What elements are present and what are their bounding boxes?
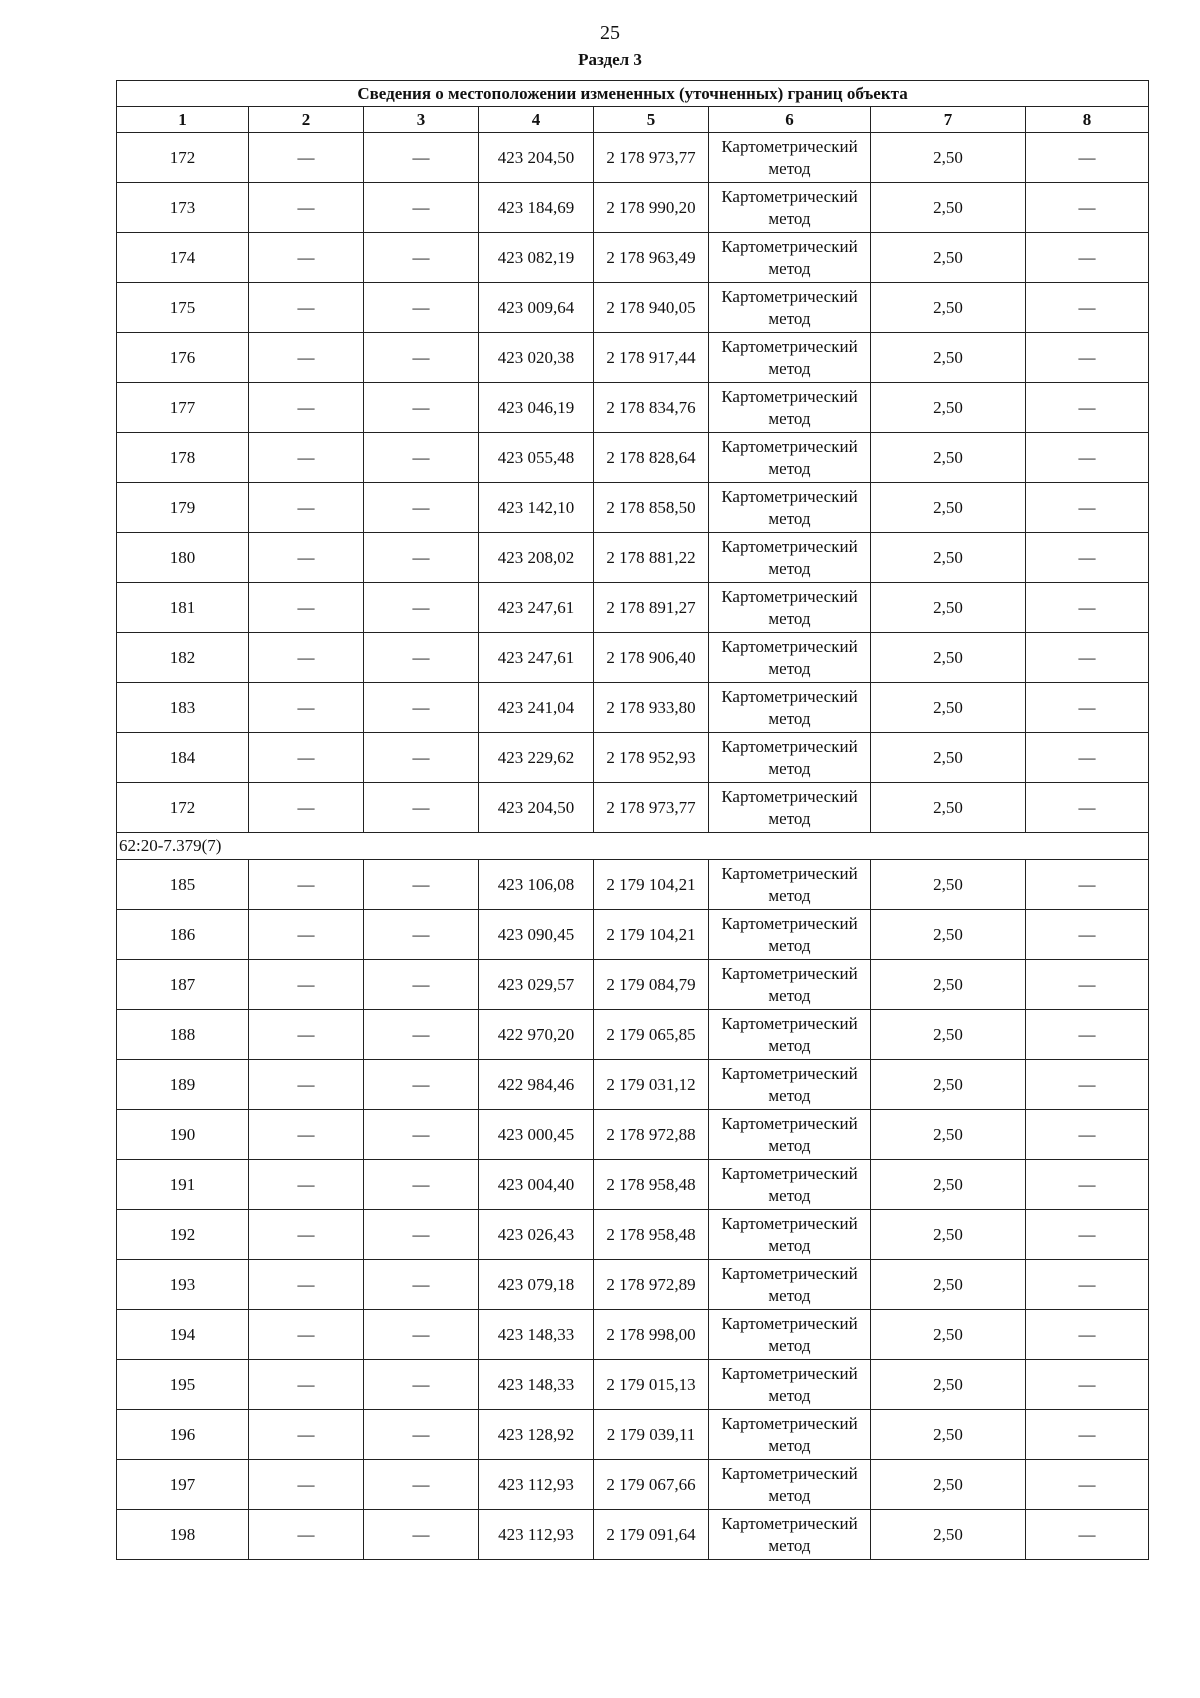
method-cell: Картометрический метод bbox=[709, 1360, 871, 1410]
col-2-cell: — bbox=[249, 1110, 364, 1160]
col-8-cell: — bbox=[1026, 1010, 1149, 1060]
point-number-cell: 194 bbox=[117, 1310, 249, 1360]
col-8-cell: — bbox=[1026, 783, 1149, 833]
point-number-cell: 191 bbox=[117, 1160, 249, 1210]
coord-y-cell: 2 178 952,93 bbox=[594, 733, 709, 783]
col-8-cell: — bbox=[1026, 283, 1149, 333]
coord-y-cell: 2 178 891,27 bbox=[594, 583, 709, 633]
method-cell: Картометрический метод bbox=[709, 633, 871, 683]
method-cell: Картометрический метод bbox=[709, 1010, 871, 1060]
col-8-cell: — bbox=[1026, 1260, 1149, 1310]
precision-cell: 2,50 bbox=[871, 1110, 1026, 1160]
coord-x-cell: 423 204,50 bbox=[479, 783, 594, 833]
col-8-cell: — bbox=[1026, 960, 1149, 1010]
col-8-cell: — bbox=[1026, 1460, 1149, 1510]
precision-cell: 2,50 bbox=[871, 683, 1026, 733]
col-2-cell: — bbox=[249, 1060, 364, 1110]
coord-y-cell: 2 178 998,00 bbox=[594, 1310, 709, 1360]
method-cell: Картометрический метод bbox=[709, 433, 871, 483]
method-cell: Картометрический метод bbox=[709, 1260, 871, 1310]
table-body bbox=[117, 133, 1149, 1560]
precision-cell: 2,50 bbox=[871, 783, 1026, 833]
coord-x-cell: 423 009,64 bbox=[479, 283, 594, 333]
coord-y-cell: 2 178 972,88 bbox=[594, 1110, 709, 1160]
table-row bbox=[117, 733, 1149, 783]
precision-cell: 2,50 bbox=[871, 133, 1026, 183]
col-2-cell: — bbox=[249, 860, 364, 910]
col-8-cell: — bbox=[1026, 533, 1149, 583]
coord-y-cell: 2 178 834,76 bbox=[594, 383, 709, 433]
precision-cell: 2,50 bbox=[871, 1460, 1026, 1510]
coord-y-cell: 2 178 958,48 bbox=[594, 1210, 709, 1260]
col-8-cell: — bbox=[1026, 910, 1149, 960]
col-2-cell: — bbox=[249, 1260, 364, 1310]
precision-cell: 2,50 bbox=[871, 333, 1026, 383]
table-row bbox=[117, 683, 1149, 733]
coord-x-cell: 423 055,48 bbox=[479, 433, 594, 483]
col-8-cell: — bbox=[1026, 433, 1149, 483]
point-number-cell: 195 bbox=[117, 1360, 249, 1410]
col-3-cell: — bbox=[364, 333, 479, 383]
method-cell: Картометрический метод bbox=[709, 533, 871, 583]
point-number-cell: 181 bbox=[117, 583, 249, 633]
table-row bbox=[117, 1160, 1149, 1210]
column-number-4: 4 bbox=[479, 107, 594, 133]
col-3-cell: — bbox=[364, 1110, 479, 1160]
col-8-cell: — bbox=[1026, 483, 1149, 533]
col-8-cell: — bbox=[1026, 1060, 1149, 1110]
precision-cell: 2,50 bbox=[871, 1310, 1026, 1360]
method-cell: Картометрический метод bbox=[709, 1160, 871, 1210]
coord-x-cell: 423 229,62 bbox=[479, 733, 594, 783]
coord-x-cell: 423 148,33 bbox=[479, 1360, 594, 1410]
table-row bbox=[117, 783, 1149, 833]
coord-x-cell: 422 970,20 bbox=[479, 1010, 594, 1060]
method-cell: Картометрический метод bbox=[709, 183, 871, 233]
precision-cell: 2,50 bbox=[871, 960, 1026, 1010]
table-row bbox=[117, 1460, 1149, 1510]
coord-y-cell: 2 179 067,66 bbox=[594, 1460, 709, 1510]
col-2-cell: — bbox=[249, 960, 364, 1010]
table-row bbox=[117, 133, 1149, 183]
col-3-cell: — bbox=[364, 733, 479, 783]
precision-cell: 2,50 bbox=[871, 1210, 1026, 1260]
col-8-cell: — bbox=[1026, 133, 1149, 183]
coord-x-cell: 423 029,57 bbox=[479, 960, 594, 1010]
col-2-cell: — bbox=[249, 1460, 364, 1510]
col-3-cell: — bbox=[364, 233, 479, 283]
point-number-cell: 188 bbox=[117, 1010, 249, 1060]
coord-x-cell: 423 082,19 bbox=[479, 233, 594, 283]
col-3-cell: — bbox=[364, 633, 479, 683]
col-2-cell: — bbox=[249, 1010, 364, 1060]
table-row bbox=[117, 1060, 1149, 1110]
table-row bbox=[117, 1210, 1149, 1260]
col-2-cell: — bbox=[249, 383, 364, 433]
precision-cell: 2,50 bbox=[871, 910, 1026, 960]
col-8-cell: — bbox=[1026, 233, 1149, 283]
point-number-cell: 184 bbox=[117, 733, 249, 783]
col-2-cell: — bbox=[249, 783, 364, 833]
precision-cell: 2,50 bbox=[871, 1410, 1026, 1460]
table-row bbox=[117, 860, 1149, 910]
point-number-cell: 197 bbox=[117, 1460, 249, 1510]
coord-y-cell: 2 179 065,85 bbox=[594, 1010, 709, 1060]
coord-x-cell: 423 112,93 bbox=[479, 1510, 594, 1560]
col-2-cell: — bbox=[249, 910, 364, 960]
col-3-cell: — bbox=[364, 1510, 479, 1560]
col-2-cell: — bbox=[249, 133, 364, 183]
col-3-cell: — bbox=[364, 183, 479, 233]
method-cell: Картометрический метод bbox=[709, 1460, 871, 1510]
coord-x-cell: 423 000,45 bbox=[479, 1110, 594, 1160]
coord-y-cell: 2 179 104,21 bbox=[594, 910, 709, 960]
point-number-cell: 179 bbox=[117, 483, 249, 533]
col-3-cell: — bbox=[364, 960, 479, 1010]
col-8-cell: — bbox=[1026, 583, 1149, 633]
coord-y-cell: 2 178 972,89 bbox=[594, 1260, 709, 1310]
coord-y-cell: 2 179 031,12 bbox=[594, 1060, 709, 1110]
table-row bbox=[117, 1260, 1149, 1310]
col-3-cell: — bbox=[364, 383, 479, 433]
point-number-cell: 183 bbox=[117, 683, 249, 733]
col-2-cell: — bbox=[249, 733, 364, 783]
column-number-3: 3 bbox=[364, 107, 479, 133]
method-cell: Картометрический метод bbox=[709, 1060, 871, 1110]
col-8-cell: — bbox=[1026, 1410, 1149, 1460]
coord-x-cell: 423 112,93 bbox=[479, 1460, 594, 1510]
point-number-cell: 186 bbox=[117, 910, 249, 960]
coord-x-cell: 423 148,33 bbox=[479, 1310, 594, 1360]
method-cell: Картометрический метод bbox=[709, 1510, 871, 1560]
col-3-cell: — bbox=[364, 1360, 479, 1410]
point-number-cell: 193 bbox=[117, 1260, 249, 1310]
col-3-cell: — bbox=[364, 1010, 479, 1060]
table-row bbox=[117, 383, 1149, 433]
precision-cell: 2,50 bbox=[871, 1010, 1026, 1060]
col-8-cell: — bbox=[1026, 1310, 1149, 1360]
col-8-cell: — bbox=[1026, 1160, 1149, 1210]
coord-y-cell: 2 179 091,64 bbox=[594, 1510, 709, 1560]
method-cell: Картометрический метод bbox=[709, 233, 871, 283]
table-row bbox=[117, 1510, 1149, 1560]
coord-y-cell: 2 179 015,13 bbox=[594, 1360, 709, 1410]
precision-cell: 2,50 bbox=[871, 733, 1026, 783]
col-3-cell: — bbox=[364, 1060, 479, 1110]
table-row bbox=[117, 283, 1149, 333]
col-8-cell: — bbox=[1026, 1360, 1149, 1410]
coord-x-cell: 422 984,46 bbox=[479, 1060, 594, 1110]
group-label-row bbox=[117, 833, 1149, 860]
method-cell: Картометрический метод bbox=[709, 683, 871, 733]
coord-x-cell: 423 106,08 bbox=[479, 860, 594, 910]
col-8-cell: — bbox=[1026, 1110, 1149, 1160]
table-row bbox=[117, 1360, 1149, 1410]
method-cell: Картометрический метод bbox=[709, 583, 871, 633]
column-number-7: 7 bbox=[871, 107, 1026, 133]
coord-y-cell: 2 179 104,21 bbox=[594, 860, 709, 910]
table-row bbox=[117, 1010, 1149, 1060]
point-number-cell: 176 bbox=[117, 333, 249, 383]
coord-y-cell: 2 178 828,64 bbox=[594, 433, 709, 483]
precision-cell: 2,50 bbox=[871, 1260, 1026, 1310]
point-number-cell: 174 bbox=[117, 233, 249, 283]
coord-y-cell: 2 178 917,44 bbox=[594, 333, 709, 383]
page-number: 25 bbox=[600, 22, 620, 44]
precision-cell: 2,50 bbox=[871, 483, 1026, 533]
table-row bbox=[117, 1410, 1149, 1460]
table-row bbox=[117, 333, 1149, 383]
method-cell: Картометрический метод bbox=[709, 1210, 871, 1260]
table-row bbox=[117, 960, 1149, 1010]
coord-x-cell: 423 020,38 bbox=[479, 333, 594, 383]
precision-cell: 2,50 bbox=[871, 383, 1026, 433]
coord-y-cell: 2 178 963,49 bbox=[594, 233, 709, 283]
col-2-cell: — bbox=[249, 633, 364, 683]
precision-cell: 2,50 bbox=[871, 1160, 1026, 1210]
col-3-cell: — bbox=[364, 1210, 479, 1260]
point-number-cell: 192 bbox=[117, 1210, 249, 1260]
col-2-cell: — bbox=[249, 1210, 364, 1260]
coord-x-cell: 423 046,19 bbox=[479, 383, 594, 433]
method-cell: Картометрический метод bbox=[709, 1110, 871, 1160]
table-row bbox=[117, 910, 1149, 960]
table-row bbox=[117, 433, 1149, 483]
column-number-5: 5 bbox=[594, 107, 709, 133]
precision-cell: 2,50 bbox=[871, 633, 1026, 683]
col-2-cell: — bbox=[249, 1410, 364, 1460]
coord-x-cell: 423 184,69 bbox=[479, 183, 594, 233]
method-cell: Картометрический метод bbox=[709, 1410, 871, 1460]
column-number-2: 2 bbox=[249, 107, 364, 133]
coord-x-cell: 423 004,40 bbox=[479, 1160, 594, 1210]
col-3-cell: — bbox=[364, 583, 479, 633]
point-number-cell: 198 bbox=[117, 1510, 249, 1560]
point-number-cell: 182 bbox=[117, 633, 249, 683]
col-3-cell: — bbox=[364, 133, 479, 183]
col-3-cell: — bbox=[364, 1410, 479, 1460]
coord-y-cell: 2 178 973,77 bbox=[594, 783, 709, 833]
method-cell: Картометрический метод bbox=[709, 783, 871, 833]
column-number-row bbox=[117, 107, 1149, 133]
section-title: Раздел 3 bbox=[578, 50, 642, 69]
coord-y-cell: 2 178 940,05 bbox=[594, 283, 709, 333]
col-3-cell: — bbox=[364, 910, 479, 960]
col-3-cell: — bbox=[364, 1460, 479, 1510]
precision-cell: 2,50 bbox=[871, 433, 1026, 483]
method-cell: Картометрический метод bbox=[709, 333, 871, 383]
table-row bbox=[117, 233, 1149, 283]
col-8-cell: — bbox=[1026, 633, 1149, 683]
table-row bbox=[117, 1110, 1149, 1160]
point-number-cell: 187 bbox=[117, 960, 249, 1010]
column-number-1: 1 bbox=[117, 107, 249, 133]
col-8-cell: — bbox=[1026, 333, 1149, 383]
col-2-cell: — bbox=[249, 233, 364, 283]
col-3-cell: — bbox=[364, 533, 479, 583]
method-cell: Картометрический метод bbox=[709, 483, 871, 533]
coord-y-cell: 2 178 990,20 bbox=[594, 183, 709, 233]
col-2-cell: — bbox=[249, 683, 364, 733]
point-number-cell: 175 bbox=[117, 283, 249, 333]
col-8-cell: — bbox=[1026, 183, 1149, 233]
precision-cell: 2,50 bbox=[871, 1060, 1026, 1110]
precision-cell: 2,50 bbox=[871, 583, 1026, 633]
col-8-cell: — bbox=[1026, 1210, 1149, 1260]
point-number-cell: 172 bbox=[117, 133, 249, 183]
coord-x-cell: 423 128,92 bbox=[479, 1410, 594, 1460]
point-number-cell: 178 bbox=[117, 433, 249, 483]
coord-y-cell: 2 179 084,79 bbox=[594, 960, 709, 1010]
coord-y-cell: 2 178 881,22 bbox=[594, 533, 709, 583]
col-3-cell: — bbox=[364, 283, 479, 333]
col-3-cell: — bbox=[364, 683, 479, 733]
col-2-cell: — bbox=[249, 583, 364, 633]
method-cell: Картометрический метод bbox=[709, 283, 871, 333]
col-2-cell: — bbox=[249, 183, 364, 233]
col-3-cell: — bbox=[364, 483, 479, 533]
col-8-cell: — bbox=[1026, 860, 1149, 910]
method-cell: Картометрический метод bbox=[709, 910, 871, 960]
method-cell: Картометрический метод bbox=[709, 733, 871, 783]
col-3-cell: — bbox=[364, 783, 479, 833]
precision-cell: 2,50 bbox=[871, 283, 1026, 333]
coord-y-cell: 2 178 906,40 bbox=[594, 633, 709, 683]
col-2-cell: — bbox=[249, 333, 364, 383]
precision-cell: 2,50 bbox=[871, 1360, 1026, 1410]
table-row bbox=[117, 483, 1149, 533]
table-row bbox=[117, 583, 1149, 633]
col-2-cell: — bbox=[249, 1310, 364, 1360]
point-number-cell: 185 bbox=[117, 860, 249, 910]
column-number-8: 8 bbox=[1026, 107, 1149, 133]
coord-x-cell: 423 208,02 bbox=[479, 533, 594, 583]
method-cell: Картометрический метод bbox=[709, 1310, 871, 1360]
col-2-cell: — bbox=[249, 433, 364, 483]
coord-x-cell: 423 142,10 bbox=[479, 483, 594, 533]
col-2-cell: — bbox=[249, 1510, 364, 1560]
coord-x-cell: 423 090,45 bbox=[479, 910, 594, 960]
precision-cell: 2,50 bbox=[871, 183, 1026, 233]
precision-cell: 2,50 bbox=[871, 1510, 1026, 1560]
coord-y-cell: 2 178 933,80 bbox=[594, 683, 709, 733]
point-number-cell: 172 bbox=[117, 783, 249, 833]
col-2-cell: — bbox=[249, 1160, 364, 1210]
col-8-cell: — bbox=[1026, 733, 1149, 783]
coord-y-cell: 2 178 958,48 bbox=[594, 1160, 709, 1210]
table-row bbox=[117, 183, 1149, 233]
coord-x-cell: 423 247,61 bbox=[479, 633, 594, 683]
point-number-cell: 177 bbox=[117, 383, 249, 433]
method-cell: Картометрический метод bbox=[709, 860, 871, 910]
point-number-cell: 196 bbox=[117, 1410, 249, 1460]
column-number-6: 6 bbox=[709, 107, 871, 133]
coord-x-cell: 423 026,43 bbox=[479, 1210, 594, 1260]
col-2-cell: — bbox=[249, 483, 364, 533]
col-8-cell: — bbox=[1026, 1510, 1149, 1560]
point-number-cell: 180 bbox=[117, 533, 249, 583]
precision-cell: 2,50 bbox=[871, 233, 1026, 283]
coord-y-cell: 2 178 858,50 bbox=[594, 483, 709, 533]
group-label: 62:20-7.379(7) bbox=[117, 833, 1149, 860]
precision-cell: 2,50 bbox=[871, 533, 1026, 583]
precision-cell: 2,50 bbox=[871, 860, 1026, 910]
boundary-coordinates-table bbox=[116, 80, 1149, 1560]
method-cell: Картометрический метод bbox=[709, 960, 871, 1010]
point-number-cell: 189 bbox=[117, 1060, 249, 1110]
col-3-cell: — bbox=[364, 1260, 479, 1310]
table-caption: Сведения о местоположении измененных (уточненных) границ объекта bbox=[117, 81, 1149, 107]
col-8-cell: — bbox=[1026, 683, 1149, 733]
col-2-cell: — bbox=[249, 1360, 364, 1410]
method-cell: Картометрический метод bbox=[709, 383, 871, 433]
coord-x-cell: 423 241,04 bbox=[479, 683, 594, 733]
col-3-cell: — bbox=[364, 860, 479, 910]
col-2-cell: — bbox=[249, 533, 364, 583]
coord-y-cell: 2 178 973,77 bbox=[594, 133, 709, 183]
col-3-cell: — bbox=[364, 1160, 479, 1210]
col-3-cell: — bbox=[364, 1310, 479, 1360]
table-row bbox=[117, 633, 1149, 683]
col-2-cell: — bbox=[249, 283, 364, 333]
coord-y-cell: 2 179 039,11 bbox=[594, 1410, 709, 1460]
coord-x-cell: 423 204,50 bbox=[479, 133, 594, 183]
table-row bbox=[117, 1310, 1149, 1360]
method-cell: Картометрический метод bbox=[709, 133, 871, 183]
coord-x-cell: 423 247,61 bbox=[479, 583, 594, 633]
col-8-cell: — bbox=[1026, 383, 1149, 433]
point-number-cell: 173 bbox=[117, 183, 249, 233]
col-3-cell: — bbox=[364, 433, 479, 483]
table-row bbox=[117, 533, 1149, 583]
coord-x-cell: 423 079,18 bbox=[479, 1260, 594, 1310]
point-number-cell: 190 bbox=[117, 1110, 249, 1160]
